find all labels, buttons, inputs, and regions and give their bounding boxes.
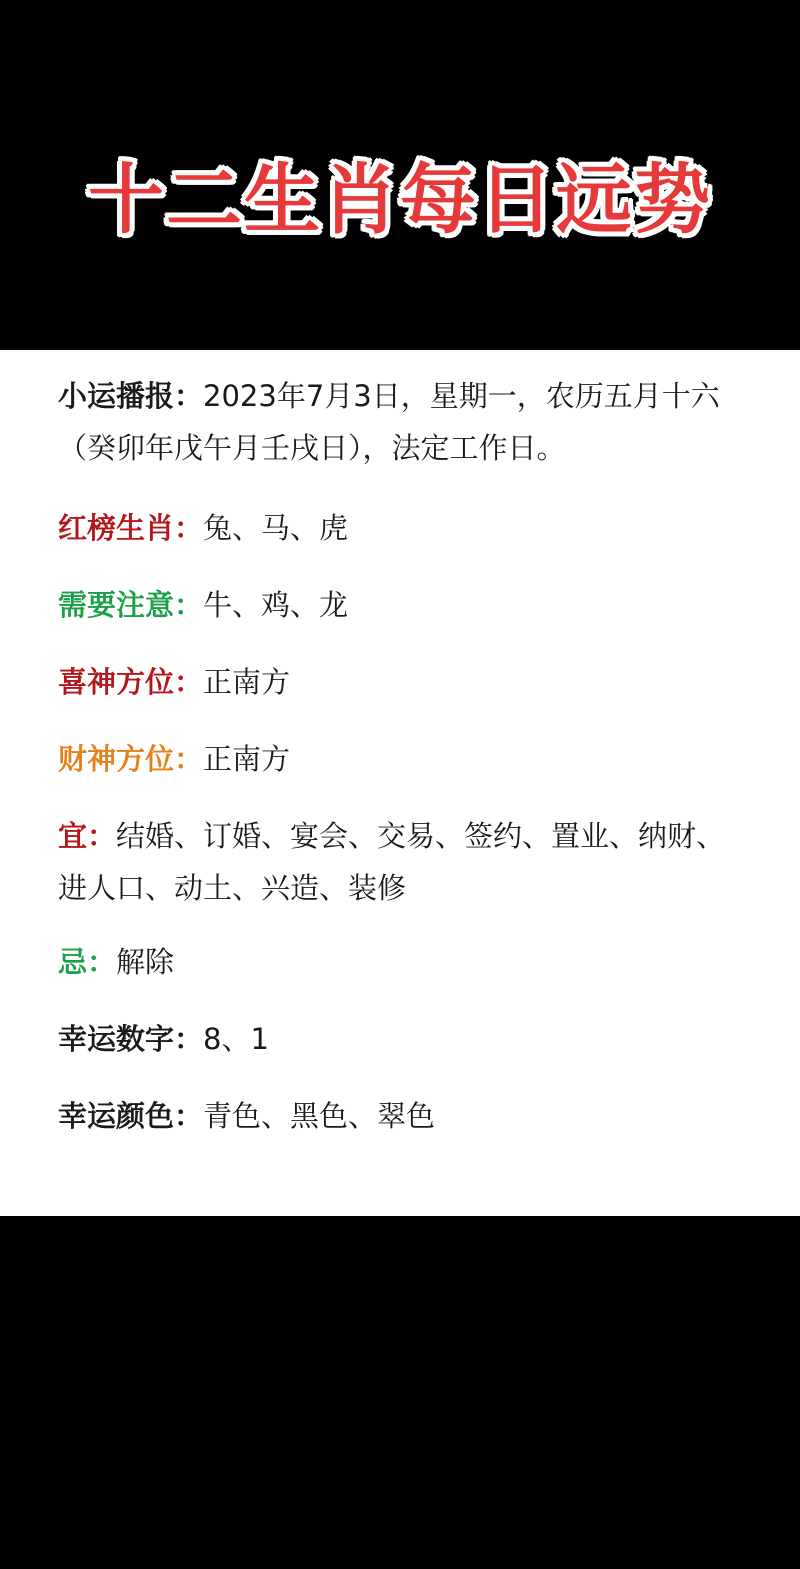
item-value: 解除 (116, 945, 175, 979)
item-lucky-numbers (58, 1013, 748, 1065)
item-caution-zodiac (58, 579, 748, 631)
item-value: 8、1 (203, 1022, 269, 1056)
item-avoid (58, 936, 748, 988)
footer-banner (0, 1216, 800, 1569)
item-wealth-god-direction (58, 733, 748, 785)
item-lucky-colors (58, 1090, 748, 1142)
fortune-card (0, 350, 800, 1216)
item-red-list-zodiac (58, 502, 748, 554)
item-label: 喜神方位： (58, 665, 204, 699)
item-value: 2023年7月3日，星期一，农历五月十六 （癸卯年戊午月壬戌日），法定工作日。 (58, 379, 720, 465)
item-label: 红榜生肖： (58, 511, 204, 545)
item-label: 忌： (58, 945, 117, 979)
item-label: 需要注意： (58, 588, 204, 622)
item-label: 宜： (58, 819, 117, 853)
item-value: 青色、黑色、翠色 (203, 1099, 436, 1133)
item-value: 牛、鸡、龙 (203, 588, 349, 622)
page-title: 十二生肖每日远势 (88, 155, 712, 244)
item-xiaoyun-broadcast (58, 370, 748, 474)
item-suitable (58, 810, 748, 914)
header-banner (0, 0, 800, 350)
item-value: 结婚、订婚、宴会、交易、签约、置业、纳财、进人口、动土、兴造、装修 (58, 819, 726, 905)
item-joy-god-direction (58, 656, 748, 708)
item-label: 幸运颜色： (58, 1099, 204, 1133)
item-value: 正南方 (203, 665, 291, 699)
item-value: 正南方 (203, 742, 291, 776)
item-label: 财神方位： (58, 742, 204, 776)
item-label: 小运播报： (58, 379, 204, 413)
item-label: 幸运数字： (58, 1022, 204, 1056)
item-value: 兔、马、虎 (203, 511, 349, 545)
